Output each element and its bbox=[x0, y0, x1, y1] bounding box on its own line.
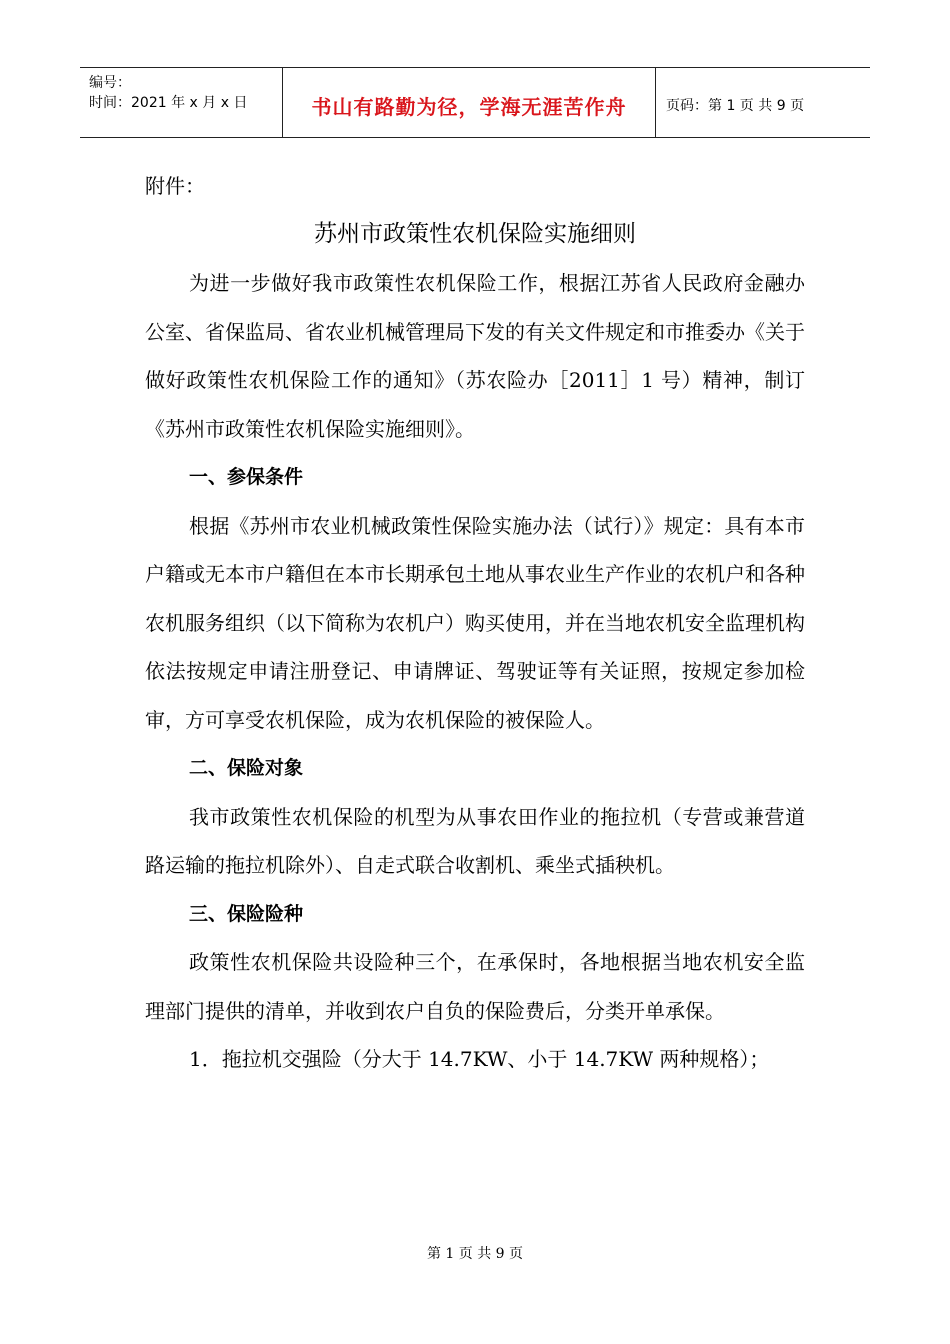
intro-paragraph: 为进一步做好我市政策性农机保险工作，根据江苏省人民政府金融办公室、省保监局、省农业机械管理局下发的有关文件规定和市推委办《关于做好政策性农机保险工作的通知》（苏农险办［2011］1 号）精神，制订《苏州市政策性农机保险实施细则》。 bbox=[145, 271, 805, 441]
header-motto: 书山有路勤为径，学海无涯苦作舟 bbox=[311, 95, 627, 119]
header-motto-cell bbox=[283, 68, 656, 137]
document-time-label: 时间：2021 年 x 月 x 日 bbox=[89, 95, 248, 111]
document-body bbox=[145, 163, 805, 1084]
section-heading: 三、保险险种 bbox=[189, 902, 304, 925]
list-item: 1．拖拉机交强险（分大于 14.7KW、小于 14.7KW 两种规格）； bbox=[189, 1047, 770, 1071]
page-footer: 第 1 页 共 9 页 bbox=[426, 1246, 524, 1262]
header-meta bbox=[80, 68, 283, 137]
document-title: 苏州市政策性农机保险实施细则 bbox=[314, 221, 636, 247]
document-number-label: 编号： bbox=[89, 75, 131, 91]
attachment-label: 附件： bbox=[145, 174, 205, 198]
document-header bbox=[80, 67, 870, 138]
section-heading: 一、参保条件 bbox=[189, 466, 304, 488]
header-page-info: 页码：第 1 页 共 9 页 bbox=[666, 97, 805, 114]
section-paragraph: 我市政策性农机保险的机型为从事农田作业的拖拉机（专营或兼营道路运输的拖拉机除外）、自走式联合收割机、乘坐式插秧机。 bbox=[145, 804, 805, 877]
section-paragraph: 根据《苏州市农业机械政策性保险实施办法（试行）》规定：具有本市户籍或无本市户籍但在本市长期承包土地从事农业生产作业的农机户和各种农机服务组织（以下简称为农机户）购买使用，并在当地农机安全监理机构依法按规定申请注册登记、申请牌证、驾驶证等有关证照，按规定参加检审，方可享受农机保险，成为农机保险的被保险人。 bbox=[145, 513, 805, 732]
section-heading: 二、保险对象 bbox=[189, 757, 304, 779]
section-paragraph: 政策性农机保险共设险种三个，在承保时，各地根据当地农机安全监理部门提供的清单，并收到农户自负的保险费后，分类开单承保。 bbox=[145, 950, 805, 1023]
